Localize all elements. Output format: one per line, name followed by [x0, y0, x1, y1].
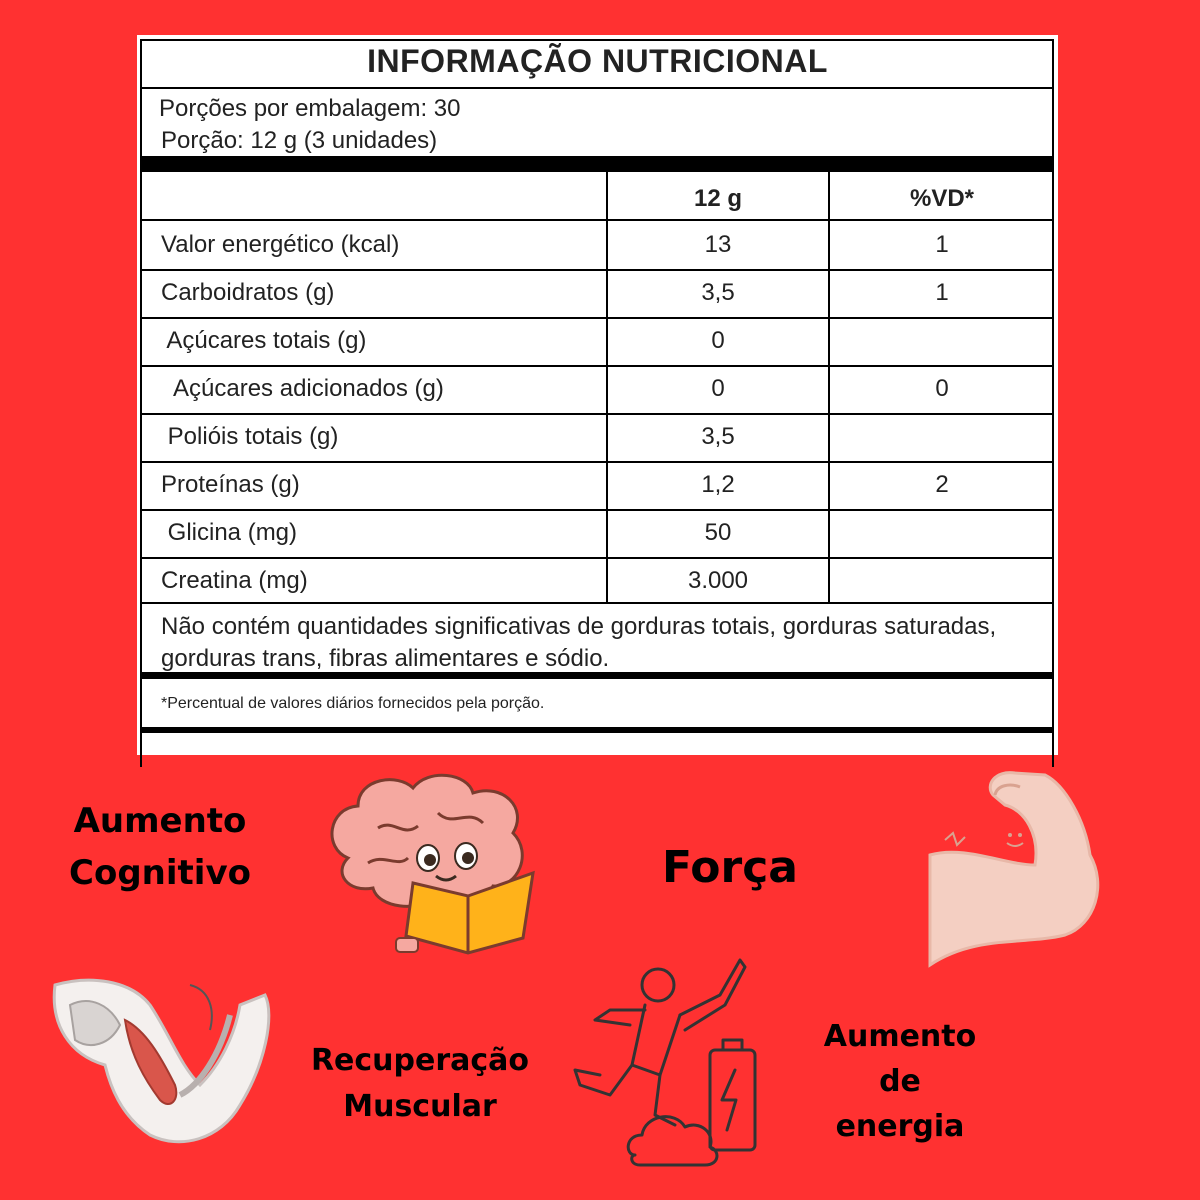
nutrient-name: Polióis totais (g) [161, 423, 339, 450]
nutrient-name: Proteínas (g) [161, 471, 300, 498]
nutrient-name: Açúcares adicionados (g) [161, 375, 444, 402]
benefit-energy-line3: energia [835, 1109, 965, 1144]
row-divider [140, 317, 1054, 319]
row-divider [140, 602, 1054, 604]
benefit-energy [790, 1014, 1010, 1149]
energetic-person-battery-icon [570, 955, 765, 1170]
nutrient-dv: 0 [935, 375, 949, 402]
nutrient-name: Valor energético (kcal) [161, 231, 400, 258]
nutrient-amount: 50 [704, 519, 732, 546]
nutrient-dv: 2 [935, 471, 949, 498]
nutrition-note: Não contém quantidades significativas de gorduras totais, gorduras saturadas, gorduras trans, fibras alimentares e sódio. [161, 613, 997, 672]
nutrient-amount: 3,5 [701, 423, 735, 450]
nutrient-name: Açúcares totais (g) [161, 327, 367, 354]
servings-per-package: Porções por embalagem: 30 [159, 95, 461, 122]
footnote: *Percentual de valores diários fornecidos pela porção. [161, 695, 545, 712]
nutrient-amount: 0 [711, 375, 725, 402]
row-divider [140, 557, 1054, 559]
divider [140, 87, 1054, 89]
nutrient-name: Carboidratos (g) [161, 279, 335, 306]
benefit-cognitive [40, 795, 280, 899]
benefit-strength: Força [662, 842, 798, 893]
row-divider [140, 461, 1054, 463]
benefit-energy-line2: de [879, 1064, 921, 1099]
label-title: INFORMAÇÃO NUTRICIONAL [367, 43, 828, 79]
nutrition-label [137, 35, 1058, 755]
amount-header: 12 g [693, 185, 743, 212]
flexed-arm-icon [925, 765, 1110, 970]
row-divider [140, 365, 1054, 367]
bottom-border [140, 727, 1054, 733]
nutrient-dv: 1 [935, 279, 949, 306]
benefit-cognitive-line2: Cognitivo [69, 853, 251, 893]
row-divider [140, 413, 1054, 415]
brain-reading-icon [318, 768, 548, 958]
dv-header: %VD* [909, 185, 975, 212]
nutrient-name: Glicina (mg) [161, 519, 298, 546]
arm-muscle-anatomy-icon [50, 975, 280, 1150]
nutrient-amount: 13 [704, 231, 732, 258]
benefit-energy-line1: Aumento [823, 1019, 977, 1054]
row-divider [140, 509, 1054, 511]
nutrient-name: Creatina (mg) [161, 567, 308, 594]
nutrient-amount: 3,5 [701, 279, 735, 306]
row-divider [140, 269, 1054, 271]
thick-divider [140, 156, 1054, 172]
row-divider [140, 219, 1054, 221]
benefit-recovery-line1: Recuperação [310, 1043, 530, 1078]
nutrient-amount: 1,2 [701, 471, 735, 498]
benefit-cognitive-line1: Aumento [73, 801, 247, 841]
nutrient-dv: 1 [935, 231, 949, 258]
portion-size: Porção: 12 g (3 unidades) [161, 127, 438, 154]
nutrient-amount: 0 [711, 327, 725, 354]
benefit-recovery [290, 1038, 550, 1130]
benefit-recovery-line2: Muscular [343, 1089, 497, 1124]
thick-divider [140, 672, 1054, 679]
nutrient-amount: 3.000 [687, 567, 749, 594]
